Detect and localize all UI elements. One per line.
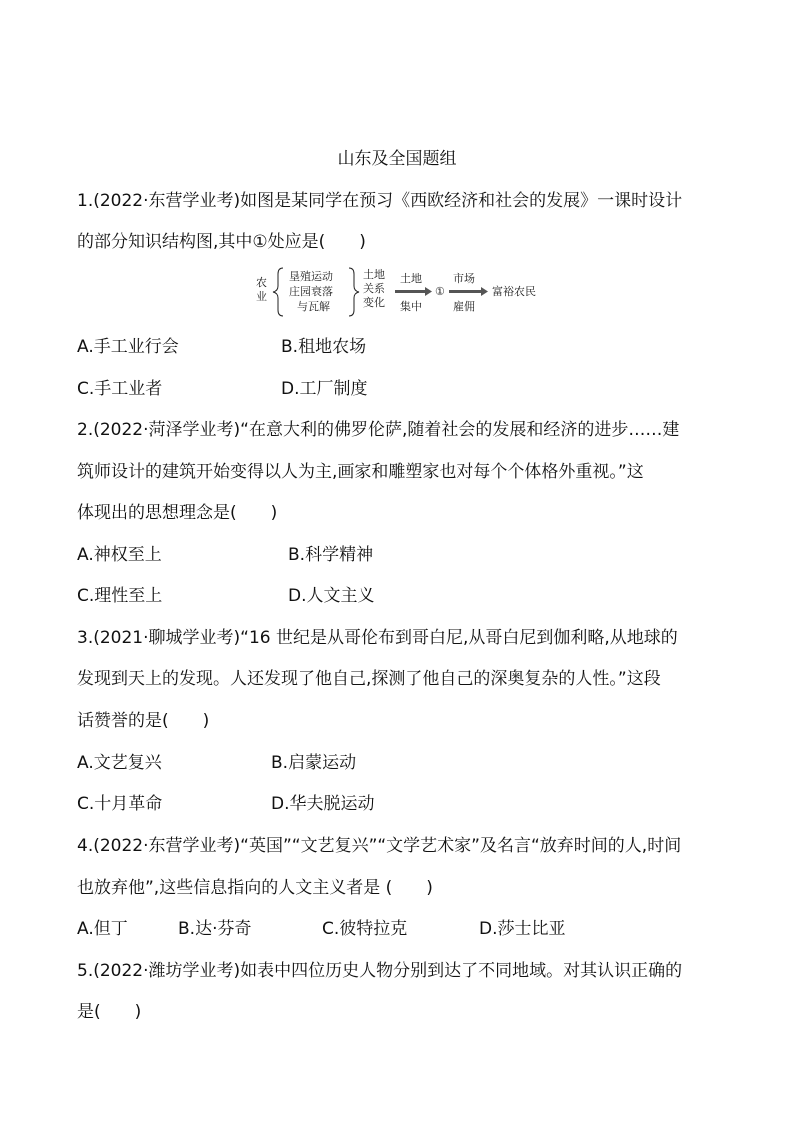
q2-option-d[interactable]: D.人文主义 [288, 586, 375, 606]
q4-option-b[interactable]: B.达·芬奇 [178, 919, 252, 939]
diagram-item-3: 与瓦解 [297, 300, 330, 313]
q2-option-a[interactable]: A.神权至上 [77, 545, 162, 565]
question-2-line-1: 2.(2022·菏泽学业考)“在意大利的佛罗伦萨,随着社会的发展和经济的进步……建 [77, 420, 680, 440]
question-5-line-1: 5.(2022·潍坊学业考)如表中四位历史人物分别到达了不同地域。对其认识正确的 [77, 961, 683, 981]
question-5-line-2: 是( ) [77, 1002, 142, 1022]
diagram-arrow-2-top: 市场 [453, 272, 475, 285]
question-2-line-3: 体现出的思想理念是( ) [77, 503, 278, 523]
q1-option-d[interactable]: D.工厂制度 [281, 379, 368, 399]
q3-option-b[interactable]: B.启蒙运动 [271, 753, 357, 773]
diagram-item-1: 垦殖运动 [289, 270, 333, 283]
q3-option-d[interactable]: D.华夫脱运动 [271, 794, 375, 814]
q1-option-c[interactable]: C.手工业者 [77, 379, 163, 399]
right-brace [349, 268, 359, 316]
question-3-line-1: 3.(2021·聊城学业考)“16 世纪是从哥伦布到哥白尼,从哥白尼到伽利略,从地球的 [77, 628, 678, 648]
left-brace [273, 268, 283, 316]
q4-option-d[interactable]: D.莎士比亚 [479, 919, 566, 939]
knowledge-structure-diagram [253, 266, 553, 318]
q2-option-b[interactable]: B.科学精神 [288, 545, 374, 565]
question-4-line-1: 4.(2022·东营学业考)“英国”“文艺复兴”“文学艺术家”及名言“放弃时间的人,时间 [77, 836, 682, 856]
q3-option-a[interactable]: A.文艺复兴 [77, 753, 162, 773]
q3-option-c[interactable]: C.十月革命 [77, 794, 163, 814]
diagram-land-3: 变化 [363, 296, 385, 309]
diagram-circle-1: ① [435, 285, 445, 298]
question-3-line-3: 话赞誉的是( ) [77, 711, 210, 731]
question-1-line-1: 1.(2022·东营学业考)如图是某同学在预习《西欧经济和社会的发展》一课时设计 [77, 191, 683, 211]
arrow-2-shaft [449, 290, 481, 293]
diagram-arrow-2-bottom: 雇佣 [453, 300, 475, 313]
arrow-2-head [481, 287, 488, 296]
question-1-line-2: 的部分知识结构图,其中①处应是( ) [77, 232, 366, 252]
question-3-line-2: 发现到天上的发现。人还发现了他自己,探测了他自己的深奥复杂的人性。”这段 [77, 669, 661, 689]
q1-option-b[interactable]: B.租地农场 [281, 337, 367, 357]
diagram-land-1: 土地 [363, 268, 385, 281]
diagram-item-2: 庄园衰落 [289, 285, 333, 298]
diagram-arrow-1-bottom: 集中 [400, 300, 422, 313]
q4-option-a[interactable]: A.但丁 [77, 919, 128, 939]
arrow-1-shaft [395, 290, 425, 293]
diagram-agri-char-2: 业 [256, 290, 267, 303]
q1-option-a[interactable]: A.手工业行会 [77, 337, 179, 357]
q4-option-c[interactable]: C.彼特拉克 [322, 919, 408, 939]
arrow-1-head [425, 287, 432, 296]
diagram-result: 富裕农民 [492, 285, 536, 298]
diagram-arrow-1-top: 土地 [400, 272, 422, 285]
diagram-land-2: 关系 [363, 282, 385, 295]
q2-option-c[interactable]: C.理性至上 [77, 586, 163, 606]
diagram-agri-char-1: 农 [256, 276, 267, 289]
page-title: 山东及全国题组 [337, 149, 457, 169]
question-2-line-2: 筑师设计的建筑开始变得以人为主,画家和雕塑家也对每个个体格外重视。”这 [77, 462, 644, 482]
question-4-line-2: 也放弃他”,这些信息指向的人文主义者是 ( ) [77, 878, 433, 898]
